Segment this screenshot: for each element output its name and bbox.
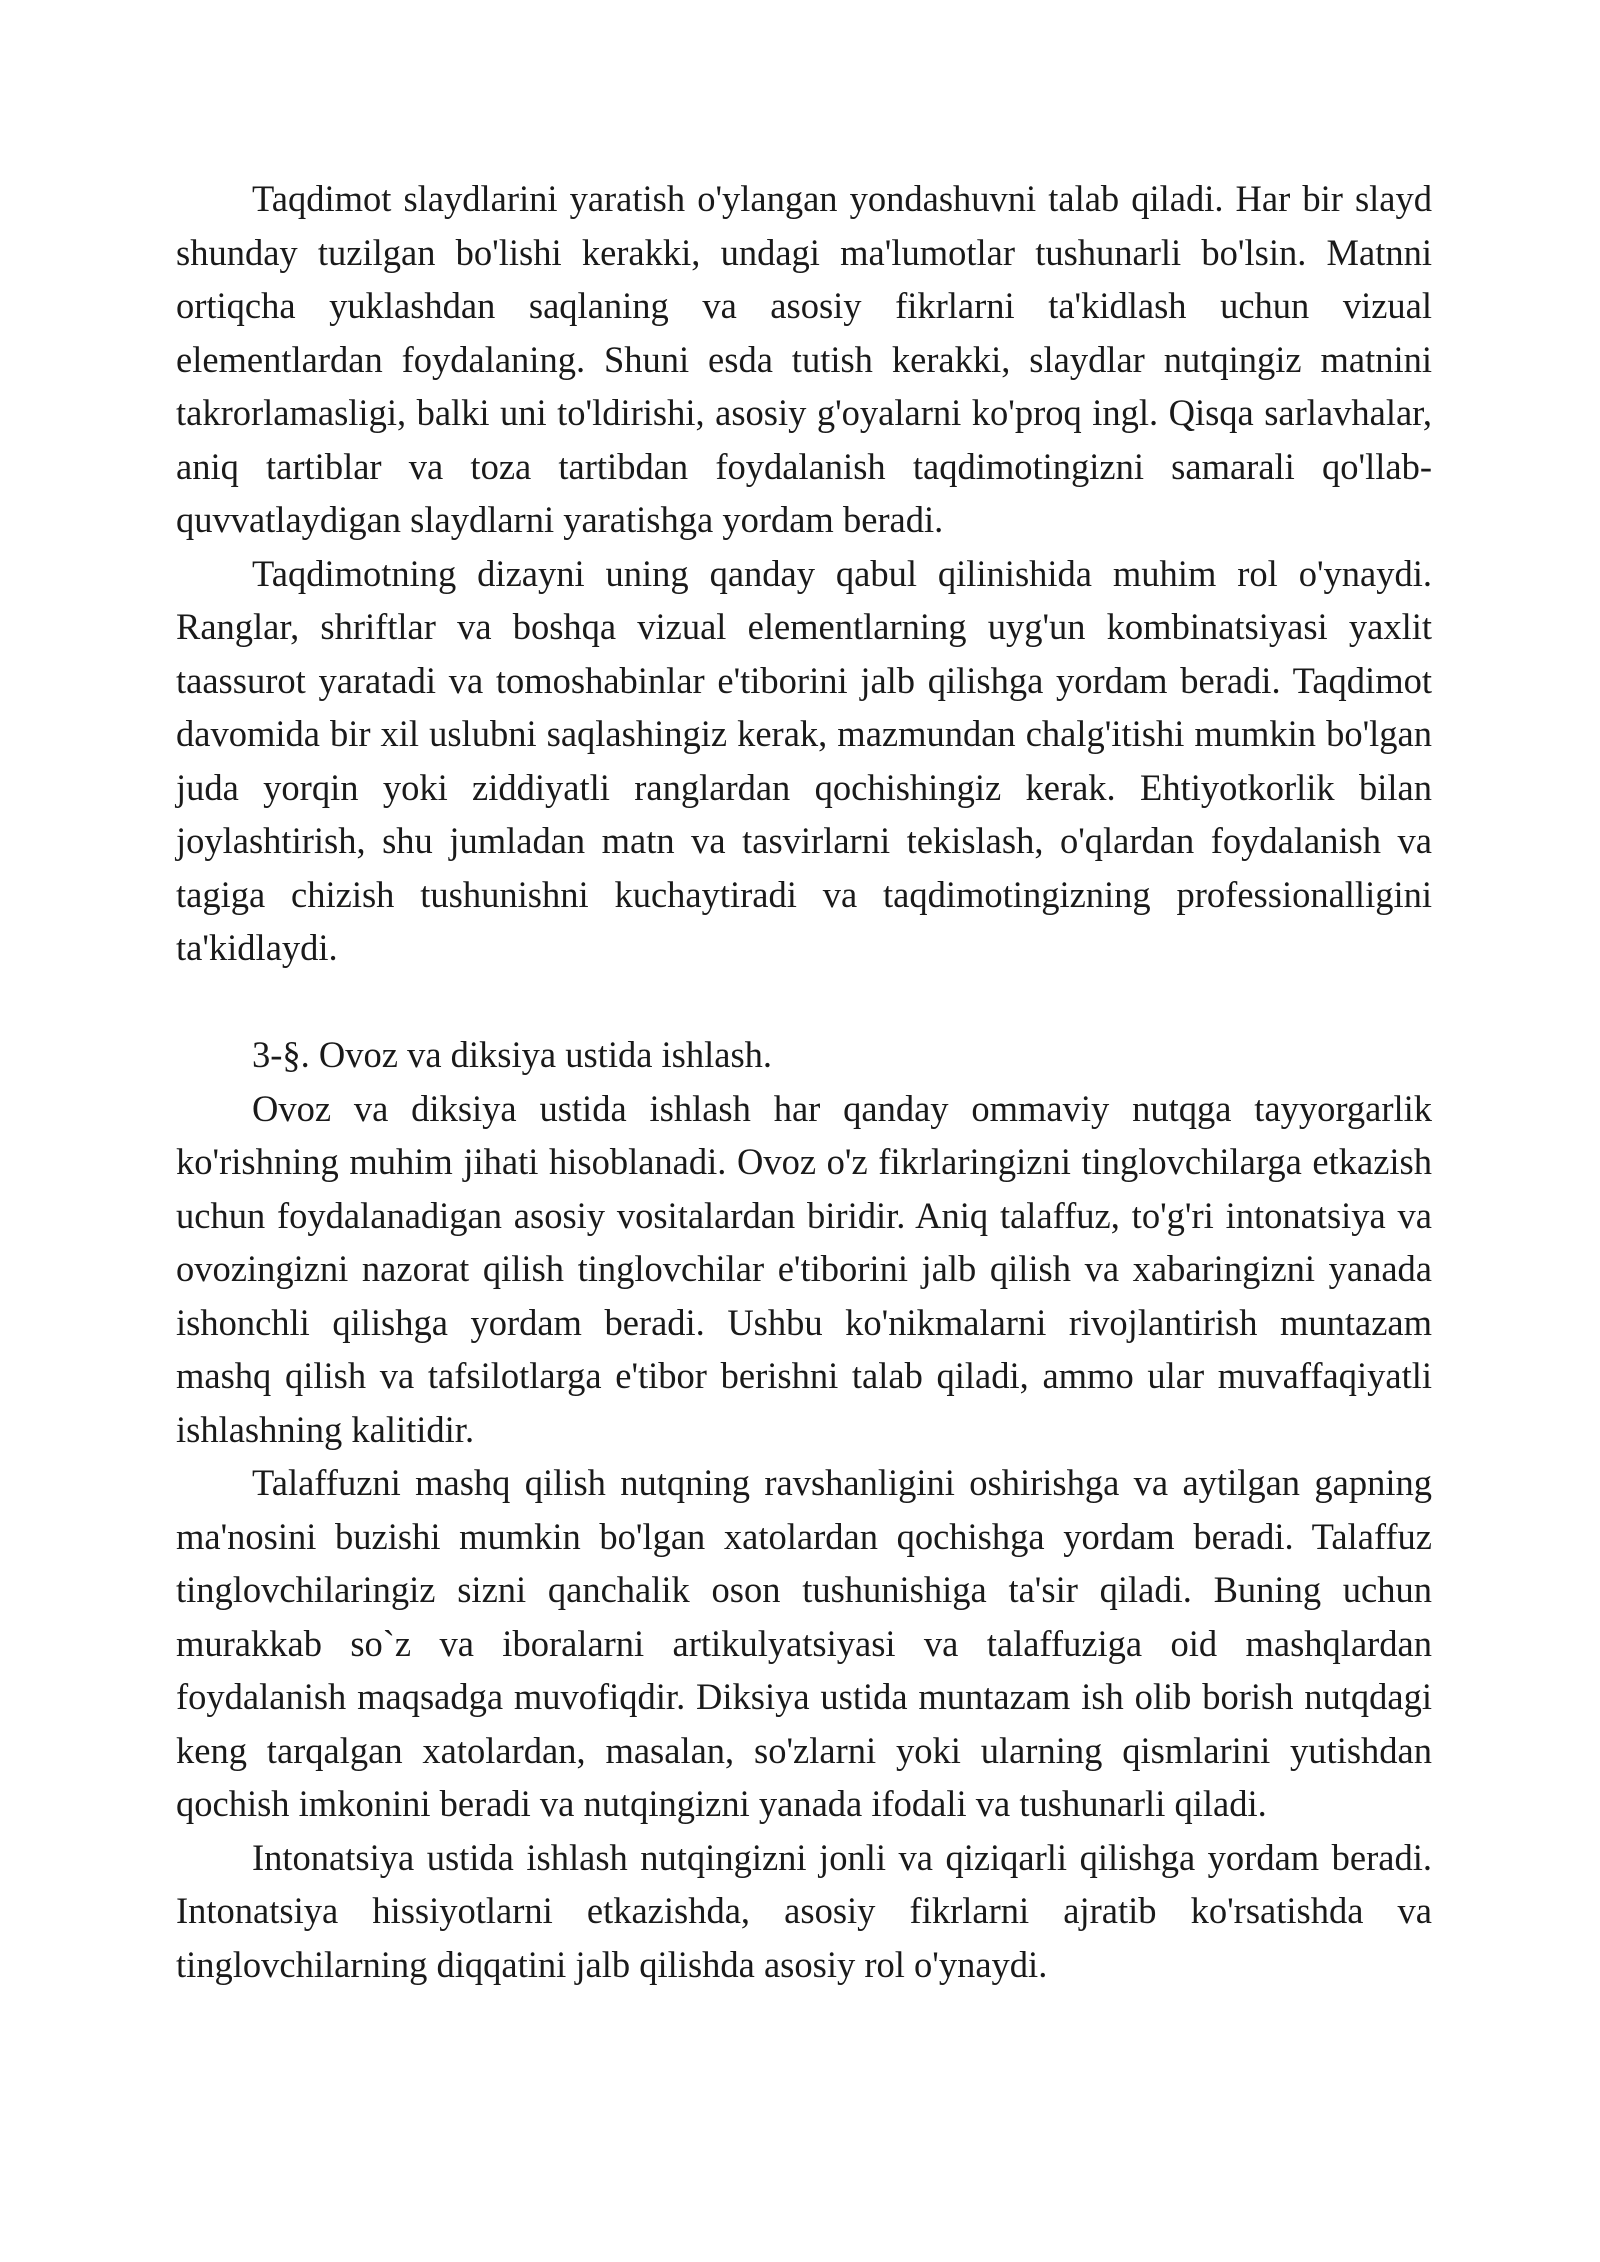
paragraph-voice-diction: Ovoz va diksiya ustida ishlash har qanday ommaviy nutqga tayyorgarlik ko'rishning muhim jihati hisoblanadi. Ovoz o'z fikrlaringizni tinglovchilarga etkazish uchun foydalanadigan asosiy vositalardan biridir. Aniq talaffuz, to'g'ri intonatsiya va ovozingizni nazorat qilish tinglovchilar e'tiborini jalb qilish va xabaringizni yanada ishonchli qilishga yordam beradi. Ushbu ko'nikmalarni rivojlantirish muntazam mashq qilish va tafsilotlarga e'tibor berishni talab qiladi, ammo ular muvaffaqiyatli ishlashning kalitidir. (176, 1087, 1432, 1450)
section-heading: 3-§. Ovoz va diksiya ustida ishlash. (252, 1034, 773, 1075)
paragraph-pronunciation: Talaffuzni mashq qilish nutqning ravshanligini oshirishga va aytilgan gapning ma'nosini buzishi mumkin bo'lgan xatolardan qochishga yordam beradi. Talaffuz tinglovchilaringiz sizni qanchalik oson tushunishiga ta'sir qiladi. Buning uchun murakkab so`z va iboralarni artikulyatsiyasi va talaffuziga oid mashqlardan foydalanish maqsadga muvofiqdir. Diksiya ustida muntazam ish olib borish nutqdagi keng tarqalgan xatolardan, masalan, so'zlarni yoki ularning qismlarini yutishdan qochish imkonini beradi va nutqingizni yanada ifodali va tushunarli qiladi. (176, 1462, 1432, 1824)
paragraph-intonation: Intonatsiya ustida ishlash nutqingizni jonli va qiziqarli qilishga yordam beradi. Intonatsiya hissiyotlarni etkazishda, asosiy fikrlarni ajratib ko'rsatishda va tinglovchilarning diqqatini jalb qilishda asosiy rol o'ynaydi. (176, 1836, 1432, 1985)
paragraph-presentation-design: Taqdimotning dizayni uning qanday qabul qilinishida muhim rol o'ynaydi. Ranglar, shriftlar va boshqa vizual elementlarning uyg'un kombinatsiyasi yaxlit taassurot yaratadi va tomoshabinlar e'tiborini jalb qilishga yordam beradi. Taqdimot davomida bir xil uslubni saqlashingiz kerak, mazmundan chalg'itishi mumkin bo'lgan juda yorqin yoki ziddiyatli ranglardan qochishingiz kerak. Ehtiyotkorlik bilan joylashtirish, shu jumladan matn va tasvirlarni tekislash, o'qlardan foydalanish va tagiga chizish tushunishni kuchaytiradi va taqdimotingizning professionalligini ta'kidlaydi. (176, 552, 1432, 968)
paragraph-slide-creation: Taqdimot slaydlarini yaratish o'ylangan yondashuvni talab qiladi. Har bir slayd shunday tuzilgan bo'lishi kerakki, undagi ma'lumotlar tushunarli bo'lsin. Matnni ortiqcha yuklashdan saqlaning va asosiy fikrlarni ta'kidlash uchun vizual elementlardan foydalaning. Shuni esda tutish kerakki, slaydlar nutqingiz matnini takrorlamasligi, balki uni to'ldirishi, asosiy g'oyalarni ko'proq ingl. Qisqa sarlavhalar, aniq tartiblar va toza tartibdan foydalanish taqdimotingizni samarali qo'llab-quvvatlaydigan slaydlarni yaratishga yordam beradi. (176, 178, 1432, 540)
document-body (176, 172, 1432, 1991)
